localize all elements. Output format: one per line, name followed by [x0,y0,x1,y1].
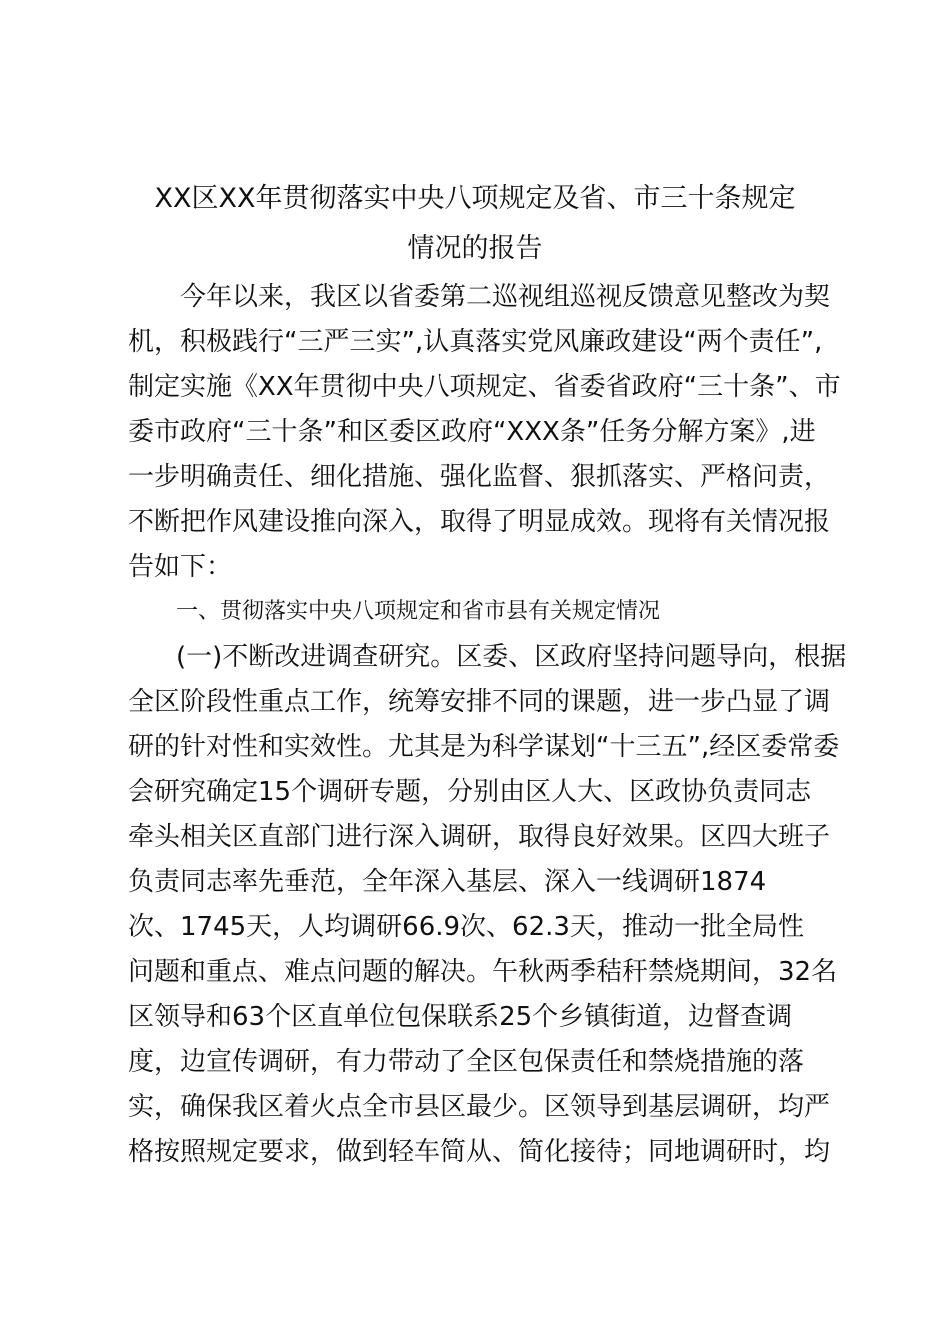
body-line-8: 问题和重点、难点问题的解决。午秋两季秸秆禁烧期间，32名 [128,957,838,987]
intro-line-2: 机，积极践行“三严三实”,认真落实党风廉政建设“两个责任”, [128,327,823,357]
body-line-5: 牵头相关区直部门进行深入调研，取得良好效果。区四大班子 [128,822,831,852]
intro-line-6: 不断把作风建设推向深入，取得了明显成效。现将有关情况报 [128,507,831,537]
body-line-3: 研的针对性和实效性。尤其是为科学谋划“十三五”,经区委常委 [128,732,840,762]
body-line-4: 会研究确定15个调研专题，分别由区人大、区政协负责同志 [128,777,812,807]
body-line-1: (一)不断改进调查研究。区委、区政府坚持问题导向，根据 [176,642,847,672]
section-heading: 一、贯彻落实中央八项规定和省市县有关规定情况 [176,599,661,624]
intro-line-4: 委市政府“三十条”和区委区政府“XXX条”任务分解方案》,进 [128,417,816,447]
intro-line-3: 制定实施《XX年贯彻中央八项规定、省委省政府“三十条”、市 [128,372,841,402]
intro-line-1: 今年以来，我区以省委第二巡视组巡视反馈意见整改为契 [180,282,831,312]
body-line-10: 度，边宣传调研，有力带动了全区包保责任和禁烧措施的落 [128,1047,805,1077]
body-line-7: 次、1745天，人均调研66.9次、62.3天，推动一批全局性 [128,912,804,942]
intro-line-5: 一步明确责任、细化措施、强化监督、狠抓落实、严格问责， [128,462,831,492]
intro-line-7: 告如下： [128,552,233,582]
report-title-line-2: 情况的报告 [407,233,543,264]
body-line-11: 实，确保我区着火点全市县区最少。区领导到基层调研，均严 [128,1092,831,1122]
report-title-line-1: XX区XX年贯彻落实中央八项规定及省、市三十条规定 [154,183,796,214]
body-line-2: 全区阶段性重点工作，统筹安排不同的课题，进一步凸显了调 [128,687,831,717]
body-line-9: 区领导和63个区直单位包保联系25个乡镇街道，边督查调 [128,1002,793,1032]
body-line-6: 负责同志率先垂范，全年深入基层、深入一线调研1874 [128,867,767,897]
body-line-12: 格按照规定要求，做到轻车简从、简化接待；同地调研时，均 [128,1137,831,1167]
